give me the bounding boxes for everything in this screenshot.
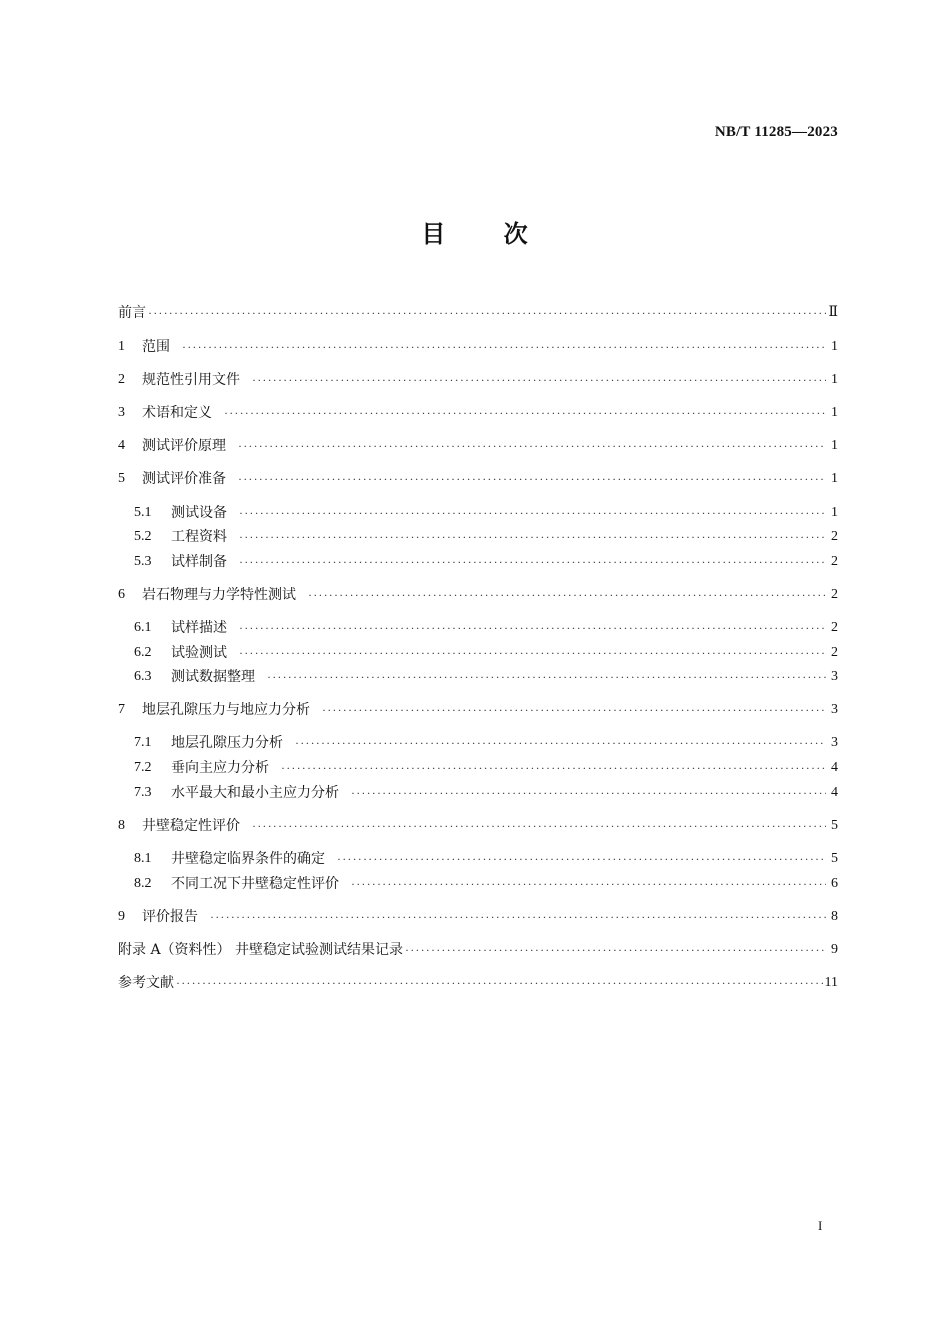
toc-subentry[interactable] [134,846,838,872]
toc-entry-label: 试验测试 [171,645,227,661]
toc-entry-label: 岩石物理与力学特性测试 [142,587,296,603]
toc-leader-dots [239,615,826,641]
toc-subentry[interactable] [134,755,838,781]
toc-entry-page: 2 [831,645,838,660]
toc-leader-dots [239,524,826,550]
toc-entry[interactable] [118,433,838,459]
toc-entry[interactable] [118,466,838,492]
toc-entry-page: 1 [831,438,838,453]
standard-code: NB/T 11285—2023 [714,124,838,140]
toc-entry-number: 7.2 [134,760,152,775]
toc-entry[interactable] [118,813,838,839]
toc-entry-page: 4 [831,785,838,800]
toc-entry-number: 5.2 [134,529,152,544]
toc-entry-number: 7 [118,702,125,717]
toc-leader-dots [224,400,826,426]
toc-entry-page: 8 [831,909,838,924]
toc-leader-dots [267,664,826,690]
toc-leader-dots [239,640,826,666]
toc-leader-dots [281,755,826,781]
toc-entry-label: 术语和定义 [142,405,212,421]
toc-leader-dots [238,433,826,459]
toc-leader-dots [322,697,826,723]
toc-entry-page: 5 [831,818,838,833]
toc-entry-page: 4 [831,760,838,775]
toc-entry-label: 水平最大和最小主应力分析 [171,785,339,801]
toc-entry-label: 测试评价原理 [142,438,226,454]
toc-entry-label: 试样制备 [171,554,227,570]
toc-entry-page: 3 [831,669,838,684]
toc-entry-page: 1 [831,505,838,520]
toc-entry[interactable] [118,367,838,393]
toc-leader-dots [176,970,823,996]
toc-entry-number: 3 [118,405,125,420]
toc-entry-page: 6 [831,876,838,891]
toc-entry[interactable] [118,400,838,426]
toc-subentry[interactable] [134,780,838,806]
toc-entry-number: 4 [118,438,125,453]
toc-subentry[interactable] [134,524,838,550]
toc-entry-number: 8.1 [134,851,152,866]
toc-entry-label: 测试评价准备 [142,471,226,487]
toc-leader-dots [148,300,826,326]
toc-entry-page: 2 [831,620,838,635]
toc-entry-number: 2 [118,372,125,387]
toc-entry-number: 7.3 [134,785,152,800]
toc-subentry[interactable] [134,549,838,575]
toc-entry-label: 垂向主应力分析 [171,760,269,776]
toc-entry-label: 地层孔隙压力分析 [171,735,283,751]
toc-entry-number: 9 [118,909,125,924]
toc-entry-page: 1 [831,471,838,486]
toc-leader-dots [252,813,826,839]
toc-entry-label: 前言 [118,305,146,321]
toc-subentry[interactable] [134,871,838,897]
toc-subentry[interactable] [134,500,838,526]
toc-leader-dots [351,780,826,806]
toc-leader-dots [308,582,826,608]
toc-entry-number: 6.1 [134,620,152,635]
toc-entry[interactable] [118,937,838,963]
toc-entry-number: 8.2 [134,876,152,891]
toc-entry[interactable] [118,334,838,360]
toc-entry[interactable] [118,970,838,996]
toc-entry-number: 1 [118,339,125,354]
toc-entry-label: 井壁稳定性评价 [142,818,240,834]
toc-entry-label: 范围 [142,339,170,355]
toc-entry-label: 测试设备 [171,505,227,521]
toc-entry-number: 7.1 [134,735,152,750]
toc-leader-dots [351,871,826,897]
toc-entry-label: 井壁稳定临界条件的确定 [171,851,325,867]
toc-entry-page: 3 [831,735,838,750]
toc-entry-label: 评价报告 [142,909,198,925]
toc-entry-number: 8 [118,818,125,833]
toc-entry-number: 5.3 [134,554,152,569]
toc-subentry[interactable] [134,640,838,666]
toc-entry-page: 3 [831,702,838,717]
toc-leader-dots [182,334,826,360]
toc-leader-dots [239,500,826,526]
toc-entry-number: 6.2 [134,645,152,660]
toc-leader-dots [238,466,826,492]
toc-entry-number: 5 [118,471,125,486]
toc-entry-label: 附录 A（资料性） 井壁稳定试验测试结果记录 [118,942,404,958]
page-title: 目 次 [421,220,529,248]
toc-entry-number: 6.3 [134,669,152,684]
toc-entry-page: 1 [831,339,838,354]
toc-entry-label: 试样描述 [171,620,227,636]
toc-entry-page: 2 [831,587,838,602]
toc-entry-number: 5.1 [134,505,152,520]
toc-subentry[interactable] [134,615,838,641]
toc-leader-dots [405,937,826,963]
toc-entry[interactable] [118,697,838,723]
toc-entry-number: 6 [118,587,125,602]
toc-entry-label: 规范性引用文件 [142,372,240,388]
toc-entry-page: 11 [824,975,838,990]
toc-leader-dots [295,730,826,756]
toc-leader-dots [252,367,826,393]
toc-entry-page: 2 [831,554,838,569]
toc-entry[interactable] [118,904,838,930]
toc-entry-page: Ⅱ [828,305,838,320]
toc-subentry[interactable] [134,730,838,756]
toc-entry-page: 1 [831,372,838,387]
toc-entry[interactable] [118,300,838,326]
toc-entry-label: 地层孔隙压力与地应力分析 [142,702,310,718]
toc-entry-page: 2 [831,529,838,544]
toc-entry-label: 参考文献 [118,975,174,991]
toc-subentry[interactable] [134,664,838,690]
toc-leader-dots [210,904,826,930]
toc-leader-dots [239,549,826,575]
page-number: I [818,1218,823,1233]
toc-entry-label: 工程资料 [171,529,227,545]
toc-leader-dots [337,846,826,872]
toc-entry-page: 9 [831,942,838,957]
toc-entry-label: 测试数据整理 [171,669,255,685]
toc-entry-label: 不同工况下井壁稳定性评价 [171,876,339,892]
toc-entry[interactable] [118,582,838,608]
toc-entry-page: 1 [831,405,838,420]
toc-entry-page: 5 [831,851,838,866]
